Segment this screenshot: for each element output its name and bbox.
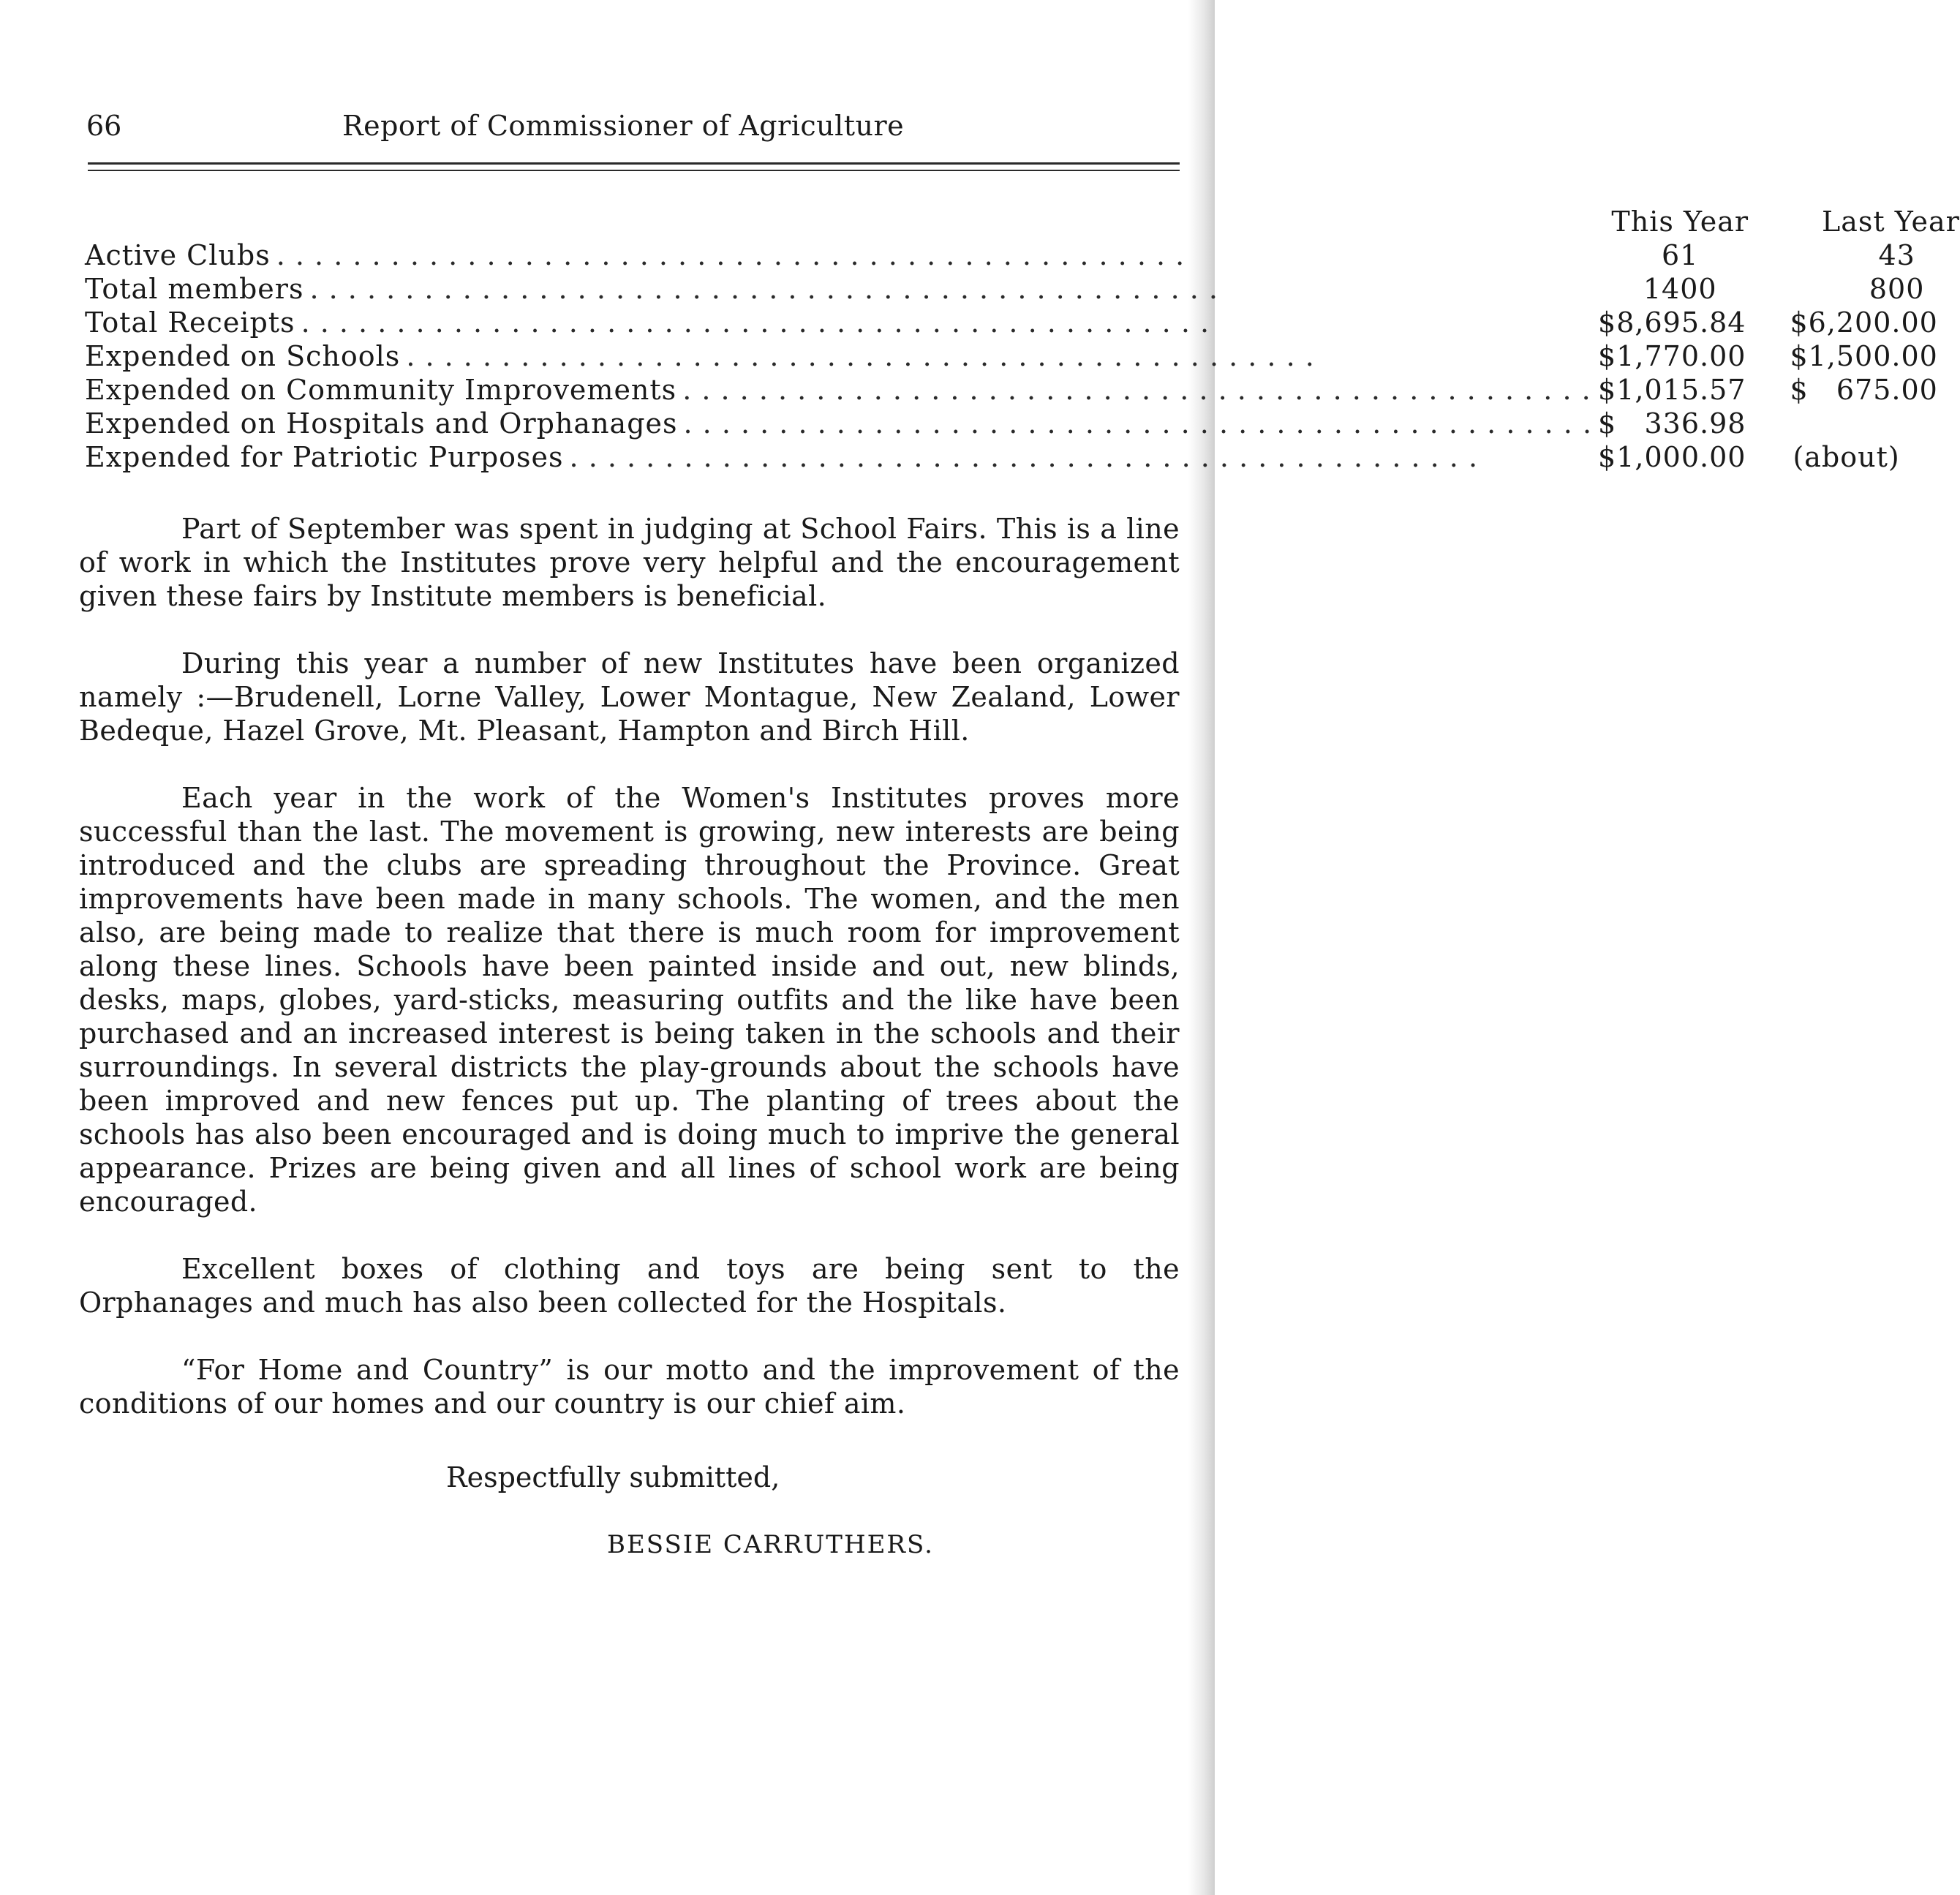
header-rule-bottom — [88, 170, 1180, 171]
leader-dots — [682, 374, 1592, 406]
row-label-cell — [85, 238, 1592, 272]
this-year-cell — [1592, 407, 1790, 440]
currency-symbol: $ — [1598, 340, 1617, 372]
this-year-value: 1,000.00 — [1616, 441, 1746, 473]
this-year-cell — [1592, 440, 1790, 474]
running-title: Report of Commissioner of Agriculture — [342, 110, 905, 142]
closing-line: Respectfully submitted, — [446, 1461, 780, 1493]
last-year-value: 1,500.00 — [1808, 340, 1938, 372]
last-year-note: (about) — [1793, 441, 1900, 473]
currency-symbol: $ — [1790, 374, 1809, 406]
currency-symbol: $ — [1790, 306, 1809, 339]
last-year-value — [1790, 407, 1959, 440]
table-header-row — [85, 205, 1960, 238]
row-label-cell — [85, 306, 1592, 339]
this-year-value: 61 — [1662, 239, 1699, 271]
row-label-cell — [85, 407, 1592, 440]
currency-symbol: $ — [1790, 340, 1809, 372]
paragraph-orphanages: Excellent boxes of clothing and toys are being sent to the Orphanages and much has also been collected for the Hospitals. — [79, 1253, 1180, 1319]
paragraph-school-fairs: Part of September was spent in judging at School Fairs. This is a line of work in which the Institutes prove very helpful and the encouragement given these fairs by Institute members is beneficial. — [79, 513, 1180, 612]
paragraph-motto: “For Home and Country” is our motto and the improvement of the conditions of our homes and our country is our chief aim. — [79, 1354, 1180, 1420]
last-year-cell — [1790, 306, 1959, 339]
statistics-table — [85, 205, 1960, 474]
this-year-value: 336.98 — [1644, 407, 1746, 440]
last-year-cell — [1790, 339, 1959, 373]
row-label-cell — [85, 440, 1592, 474]
paragraph-new-institutes: During this year a number of new Institutes have been organized namely :—Brudenell, Lorne Valley, Lower Montague, New Zealand, Lower Bedeque, Hazel Grove, Mt. Pleasant, Hampton and Birch Hill. — [79, 647, 1180, 747]
row-label: Total Receipts — [85, 306, 295, 339]
table-row — [85, 373, 1960, 407]
last-year-value: 6,200.00 — [1808, 306, 1938, 339]
last-year-value: 43 — [1878, 239, 1915, 271]
currency-symbol: $ — [1598, 407, 1617, 440]
row-label: Expended for Patriotic Purposes — [85, 441, 564, 473]
column-header-last-year: Last Year — [1822, 206, 1960, 238]
leader-dots — [309, 273, 1592, 305]
row-label-cell — [85, 272, 1592, 306]
table-body — [85, 238, 1960, 474]
row-label: Expended on Community Improvements — [85, 374, 677, 406]
signature: BESSIE CARRUTHERS. — [607, 1530, 934, 1559]
leader-dots — [570, 441, 1593, 473]
paragraph-school-improvements: Each year in the work of the Women's Institutes proves more successful than the last. The movement is growing, new interests are being introduced and the clubs are spreading throughout the Province. Great improvements have been made in many schools. The women, and the men also, are being made to realize that there is much room for improvement along these lines. Schools have been painted inside and out, new blinds, desks, maps, globes, yard-sticks, measuring outfits and the like have been purchased and an increased interest is being taken in the schools and their surroundings. In several districts the play-grounds about the schools have been improved and new fences put up. The planting of trees about the schools has also been encouraged and is doing much to imprive the general appearance. Prizes are being given and all lines of school work are being encouraged. — [79, 782, 1180, 1218]
report-body — [79, 512, 1180, 1454]
this-year-value: 1,015.57 — [1616, 374, 1746, 406]
row-label-cell — [85, 339, 1592, 373]
this-year-cell — [1592, 373, 1790, 407]
this-year-cell — [1592, 306, 1790, 339]
row-label: Total members — [85, 273, 304, 305]
table-row — [85, 238, 1960, 272]
table-row — [85, 407, 1960, 440]
this-year-value: 1400 — [1643, 273, 1717, 305]
leader-dots — [301, 306, 1592, 339]
row-label: Expended on Hospitals and Orphanages — [85, 407, 678, 440]
currency-symbol: $ — [1598, 374, 1617, 406]
this-year-value: 8,695.84 — [1616, 306, 1746, 339]
column-header-this-year: This Year — [1611, 206, 1749, 238]
this-year-value: 1,770.00 — [1616, 340, 1746, 372]
table-row — [85, 306, 1960, 339]
leader-dots — [406, 340, 1592, 372]
row-label-cell — [85, 373, 1592, 407]
currency-symbol: $ — [1598, 306, 1617, 339]
leader-dots — [684, 407, 1593, 440]
table-header-blank — [85, 205, 1592, 238]
last-year-value: 675.00 — [1836, 374, 1938, 406]
table-row — [85, 440, 1960, 474]
last-year-cell — [1790, 373, 1959, 407]
table-row — [85, 339, 1960, 373]
last-year-value: 800 — [1869, 273, 1925, 305]
this-year-cell — [1592, 339, 1790, 373]
table-row — [85, 272, 1960, 306]
currency-symbol: $ — [1598, 441, 1617, 473]
row-label: Expended on Schools — [85, 340, 401, 372]
header-rule-top — [88, 162, 1180, 165]
row-label: Active Clubs — [85, 239, 271, 271]
page-header — [86, 110, 1180, 154]
leader-dots — [276, 239, 1592, 271]
page-number: 66 — [86, 110, 122, 142]
